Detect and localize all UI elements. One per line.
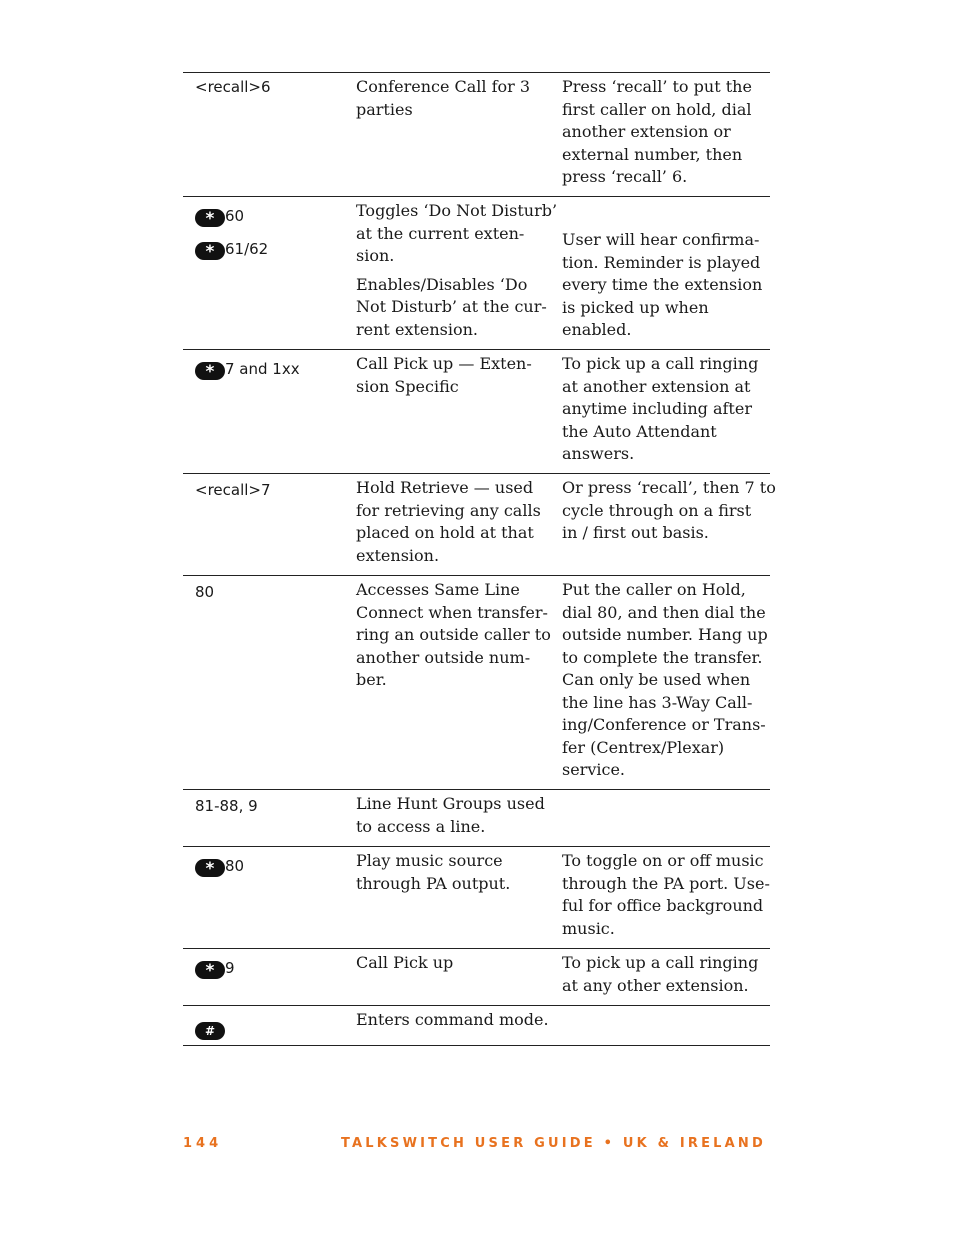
- note-line: is picked up when: [562, 297, 709, 317]
- description-line: Toggles ‘Do Not Disturb’: [356, 201, 558, 220]
- code-cell: [195, 1016, 345, 1040]
- note-line: ful for office background: [562, 896, 764, 915]
- description-line: Enters command mode.: [356, 1010, 549, 1029]
- code-entry: [195, 238, 345, 261]
- code-text: 80: [195, 583, 215, 601]
- description-line: Connect when transfer-: [356, 602, 548, 622]
- description-line: Hold Retrieve — used: [356, 478, 534, 497]
- note-line: To pick up a call ringing: [562, 953, 759, 972]
- code-text: 81-88, 9: [195, 797, 258, 815]
- description-line: Play music source: [356, 851, 503, 870]
- note-line: Or press ‘recall’, then 7 to: [562, 478, 776, 497]
- note-line: through the PA port. Use-: [562, 873, 770, 893]
- description-line: Call Pick up: [356, 953, 454, 972]
- note-line: service.: [562, 760, 625, 779]
- running-footer-title: TALKSWITCH USER GUIDE • UK & IRELAND: [340, 1136, 766, 1151]
- table-row: [183, 847, 770, 949]
- note-line: anytime including after: [562, 399, 752, 418]
- table-row: [183, 350, 770, 474]
- description-line: extension.: [356, 545, 440, 565]
- description-line: Line Hunt Groups used: [356, 794, 545, 813]
- code-text: 80: [225, 857, 245, 875]
- note-line: external number, then: [562, 144, 743, 164]
- note-line: answers.: [562, 444, 635, 463]
- note-line: to complete the transfer.: [562, 647, 763, 667]
- table-row: [183, 949, 770, 1006]
- code-cell: [195, 76, 345, 99]
- note-cell: [562, 76, 762, 189]
- note-line: tion. Reminder is played: [562, 252, 761, 272]
- note-line: Press ‘recall’ to put the: [562, 77, 752, 96]
- code-cell: [195, 957, 345, 980]
- note-line: enabled.: [562, 320, 632, 339]
- code-cell: [195, 855, 345, 878]
- star-key-icon: *: [195, 209, 225, 227]
- table-row: [183, 474, 776, 576]
- description-paragraph: [356, 274, 546, 342]
- note-line: To toggle on or off music: [562, 851, 764, 870]
- description-cell: [356, 579, 551, 692]
- code-text: 7 and 1xx: [225, 360, 300, 378]
- table-row: [183, 73, 770, 197]
- description-cell: [356, 850, 546, 895]
- description-cell: [356, 76, 546, 121]
- note-cell: [562, 579, 768, 782]
- code-text: 61/62: [225, 239, 269, 258]
- code-entry: [195, 205, 345, 228]
- code-entry: [195, 1016, 345, 1040]
- note-line: press ‘recall’ 6.: [562, 167, 688, 186]
- description-line: sion Specific: [356, 376, 459, 396]
- code-text: <recall>6: [195, 78, 271, 96]
- star-key-icon: *: [195, 362, 225, 380]
- note-line: first caller on hold, dial: [562, 99, 752, 119]
- description-line: ring an outside caller to: [356, 625, 551, 644]
- hash-key-icon: #: [195, 1022, 225, 1040]
- table-row: [183, 576, 770, 790]
- description-line: Call Pick up — Exten-: [356, 354, 532, 373]
- description-line: sion.: [356, 246, 395, 265]
- star-key-icon: *: [195, 242, 225, 260]
- note-line: music.: [562, 918, 615, 938]
- code-cell: [195, 795, 345, 818]
- code-entry: [195, 855, 345, 878]
- description-cell: [356, 952, 546, 975]
- code-cell: [195, 358, 345, 381]
- code-entry: [195, 358, 345, 381]
- description-line: another outside num-: [356, 647, 531, 667]
- note-line: the line has 3-Way Call-: [562, 692, 753, 712]
- description-line: placed on hold at that: [356, 523, 534, 542]
- table-row: [183, 197, 770, 350]
- description-line: parties: [356, 99, 413, 119]
- star-key-icon: *: [195, 961, 225, 979]
- note-cell: [562, 353, 762, 466]
- note-line: User will hear confirma-: [562, 230, 760, 249]
- note-cell: [562, 952, 762, 997]
- note-line: in / first out basis.: [562, 523, 709, 542]
- description-line: for retrieving any calls: [356, 500, 541, 520]
- description-line: rent extension.: [356, 319, 478, 339]
- note-cell: [562, 850, 770, 940]
- description-line: Enables/Disables ‘Do: [356, 274, 528, 294]
- description-line: through PA output.: [356, 873, 511, 893]
- description-line: Accesses Same Line: [356, 580, 520, 599]
- description-cell: [356, 477, 546, 567]
- description-line: Conference Call for 3: [356, 77, 531, 96]
- description-cell: [356, 353, 546, 398]
- code-cell: [195, 205, 345, 260]
- note-line: Can only be used when: [562, 670, 751, 689]
- description-line: ber.: [356, 670, 387, 689]
- note-line: at any other extension.: [562, 975, 749, 995]
- description-cell: [356, 1009, 549, 1032]
- page-number: 144: [183, 1136, 223, 1151]
- note-line: the Auto Attendant: [562, 421, 717, 441]
- note-line: every time the extension: [562, 275, 763, 294]
- note-line: To pick up a call ringing: [562, 354, 759, 373]
- note-line: outside number. Hang up: [562, 625, 768, 644]
- note-line: dial 80, and then dial the: [562, 602, 766, 622]
- description-line: at the current exten-: [356, 223, 525, 243]
- note-line: ing/Conference or Trans-: [562, 715, 766, 734]
- note-line: cycle through on a first: [562, 500, 752, 520]
- star-key-icon: *: [195, 859, 225, 877]
- code-cell: [195, 479, 345, 502]
- note-line: another extension or: [562, 122, 731, 141]
- code-cell: [195, 581, 345, 604]
- feature-code-table: [183, 72, 776, 1046]
- note-line: at another extension at: [562, 376, 751, 396]
- note-line: Put the caller on Hold,: [562, 580, 746, 599]
- description-cell: [356, 793, 546, 838]
- note-line: fer (Centrex/Plexar): [562, 737, 725, 757]
- code-entry: [195, 957, 345, 980]
- code-text: 9: [225, 959, 235, 977]
- note-cell: [562, 229, 762, 342]
- code-text: <recall>7: [195, 481, 271, 499]
- code-text: 60: [225, 207, 245, 225]
- description-line: to access a line.: [356, 816, 486, 836]
- description-line: Not Disturb’ at the cur-: [356, 297, 547, 316]
- note-cell: [562, 477, 776, 545]
- description-cell: [356, 200, 558, 341]
- table-row: [183, 790, 770, 847]
- table-row: [183, 1006, 770, 1046]
